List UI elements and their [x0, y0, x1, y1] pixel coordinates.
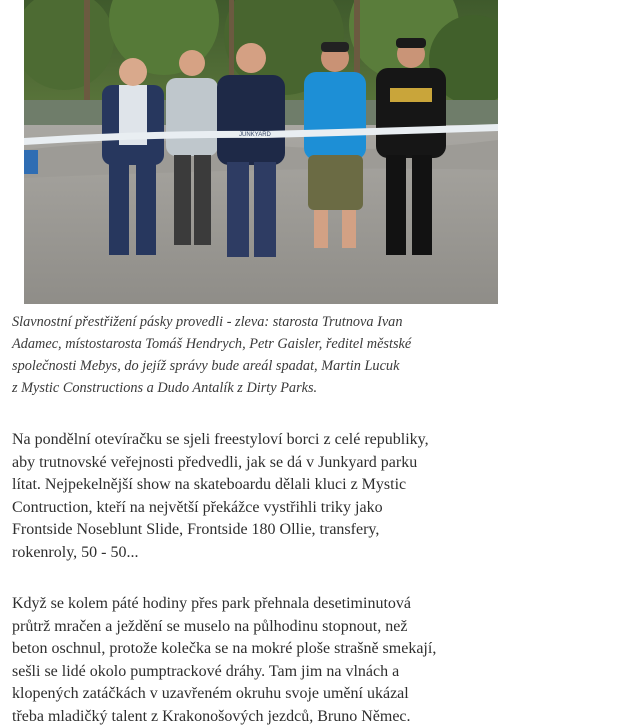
paragraph-opening: [12, 429, 502, 564]
paragraph-line: Když se kolem páté hodiny přes park přehnala desetiminutová: [12, 595, 411, 612]
paragraph-line: průtrž mračen a ježdění se muselo na půlhodinu stopnout, než: [12, 617, 408, 635]
paragraph-line: třeba mladičký talent z Krakonošových jezdců, Bruno Němec.: [12, 707, 411, 725]
photo-caption: [12, 311, 482, 399]
paragraph-line: lítat. Nejpekelnější show na skateboardu dělali kluci z Mystic: [12, 476, 407, 493]
paragraph-line: Contruction, kteří na největší překážce vystřihli triky jako: [12, 498, 383, 516]
paragraph-pumptrack: [12, 593, 502, 728]
paragraph-line: klopených zatáčkách v uzavřeném okruhu svoje umění ukázal: [12, 685, 409, 702]
caption-line: Slavnostní přestřižení pásky provedli - zleva: starosta Trutnova Ivan: [12, 314, 403, 330]
article-photo[interactable]: [24, 0, 498, 304]
paragraph-line: aby trutnovské veřejnosti předvedli, jak se dá v Junkyard parku: [12, 453, 418, 471]
caption-line: z Mystic Constructions a Dudo Antalík z Dirty Parks.: [12, 380, 318, 396]
paragraph-line: Na pondělní otevíračku se sjeli freestyloví borci z celé republiky,: [12, 431, 429, 448]
paragraph-line: rokenroly, 50 - 50...: [12, 543, 139, 561]
ribbon-cutting-photo: [24, 0, 498, 304]
caption-line: Adamec, místostarosta Tomáš Hendrych, Petr Gaisler, ředitel městské: [12, 336, 412, 352]
ribbon-banner-text: JUNKYARD: [239, 132, 271, 138]
caption-line: společnosti Mebys, do jejíž správy bude areál spadat, Martin Lucuk: [12, 358, 400, 374]
paragraph-line: beton oschnul, protože kolečka se na mokré ploše strašně smekají,: [12, 640, 437, 657]
paragraph-line: Frontside Noseblunt Slide, Frontside 180 Ollie, transfery,: [12, 521, 380, 538]
paragraph-line: sešli se lidé okolo pumptrackové dráhy. Tam jim na vlnách a: [12, 662, 400, 680]
